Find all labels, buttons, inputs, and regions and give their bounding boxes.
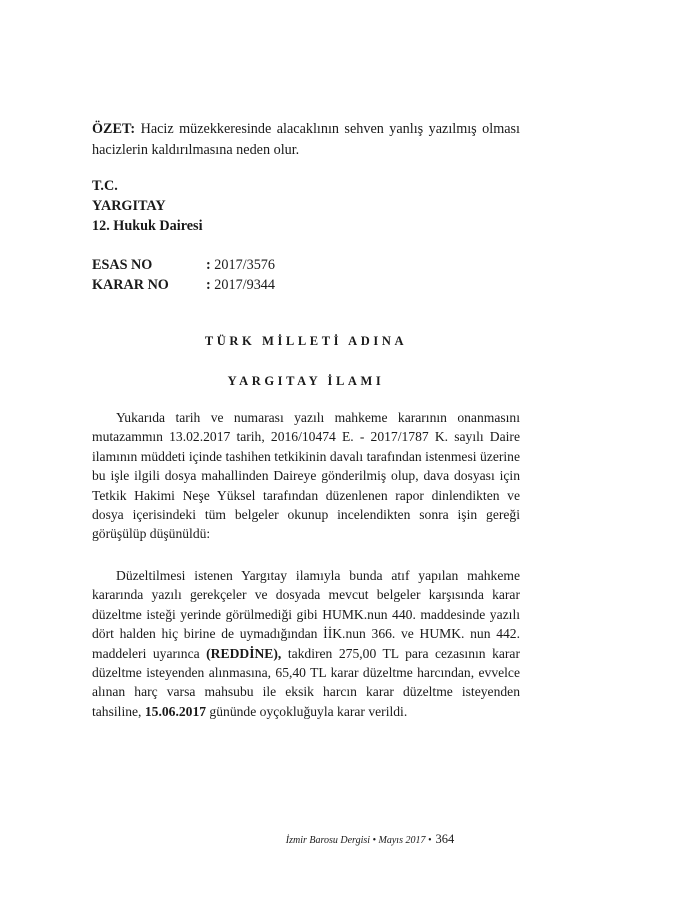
court-country: T.C. bbox=[92, 178, 118, 194]
esas-value: 2017/3576 bbox=[214, 257, 275, 273]
paragraph-2 bbox=[92, 566, 520, 721]
court-chamber: 12. Hukuk Dairesi bbox=[92, 218, 203, 234]
summary-text: Haciz müzekkeresinde alacaklının sehven yanlış yazılmış olması hacizlerin kaldırılmasına neden olur. bbox=[92, 121, 520, 158]
ilam-title: YARGITAY İLAMI bbox=[227, 374, 385, 388]
paragraph-2-bold-1: (REDDİNE), bbox=[206, 645, 282, 661]
esas-row: ESAS NO : 2017/3576 bbox=[92, 257, 275, 273]
page-number: 364 bbox=[435, 832, 455, 846]
karar-row: KARAR NO : 2017/9344 bbox=[92, 277, 275, 293]
paragraph-2-part-3: gününde oyçokluğuyla karar verildi. bbox=[206, 703, 408, 719]
footer-journal: İzmir Barosu Dergisi • Mayıs 2017 • bbox=[285, 835, 432, 846]
paragraph-1: Yukarıda tarih ve numarası yazılı mahkeme kararının onanmasını mutazammın 13.02.2017 tarih, 2016/10474 E. - 2017/1787 K. sayılı Daire ilamının müddeti içinde tashihen tetkikinin davalı tarafından istenmesi üzerine bu işle ilgili dosya mahallinden Daireye gönderilmiş olup, dava dosyası için Tetkik Hakimi Neşe Yüksel tarafından düzenlenen rapor dinlendikten ve dosya içerisindeki tüm belgeler okunup incelendikten sonra işin gereği görüşülüp düşünüldü: bbox=[92, 410, 520, 542]
page-footer bbox=[0, 832, 700, 847]
summary-block bbox=[92, 119, 520, 161]
paragraph-2-bold-2: 15.06.2017 bbox=[144, 703, 207, 719]
nation-title: TÜRK MİLLETİ ADINA bbox=[204, 334, 408, 348]
paragraph-2-part-2: takdiren 275,00 TL para cezasının karar düzeltme isteyenden alınmasına, 65,40 TL karar düzeltme harcından, evvelce alınan harç varsa mahsubu ile eksik harcın karar düzeltme isteyenden tahsiline, bbox=[92, 645, 520, 719]
court-name: YARGITAY bbox=[92, 198, 166, 214]
esas-label: ESAS NO bbox=[92, 257, 153, 273]
karar-label: KARAR NO bbox=[92, 277, 169, 293]
paragraph-2-part-1: Düzeltilmesi istenen Yargıtay ilamıyla bunda atıf yapılan mahkeme kararında yazılı gerekçeler ve dosyada mevcut belgeler karşısında karar düzeltme isteği yerinde görülmediği gibi HUMK.nun 440. maddesinde yazılı dört halden hiç birine de uymadığından İİK.nun 366. ve HUMK. nun 442. maddeleri uyarınca bbox=[92, 568, 520, 661]
karar-value: 2017/9344 bbox=[214, 277, 275, 293]
summary-label: ÖZET: bbox=[92, 121, 136, 137]
